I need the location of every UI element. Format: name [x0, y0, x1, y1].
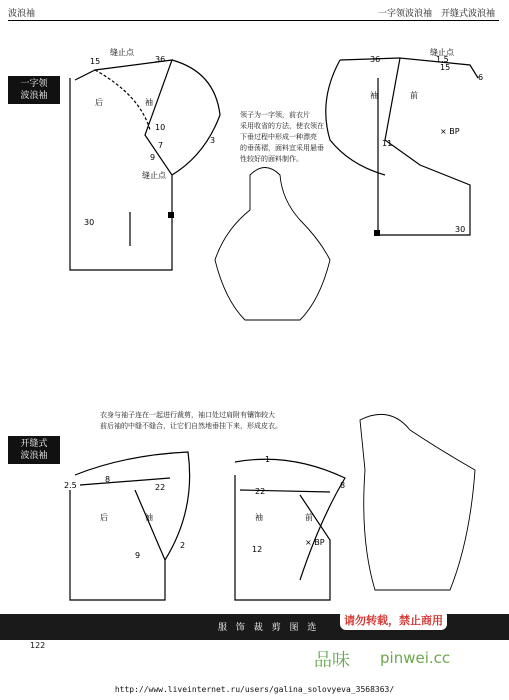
label-30: 30 [84, 218, 95, 227]
label-back: 后 [95, 98, 103, 107]
label-22: 22 [155, 483, 166, 492]
page-number: 122 [30, 641, 46, 650]
label-22: 22 [255, 487, 266, 496]
label-12: 12 [252, 545, 263, 554]
section-tag-line1: 一字领 [20, 79, 48, 89]
label-1: 1 [265, 455, 271, 464]
label-bp: × BP [305, 538, 325, 547]
label-8: 8 [340, 481, 346, 490]
section-tag-line2: 波浪袖 [20, 91, 48, 101]
label-7: 7 [158, 141, 164, 150]
label-36: 36 [370, 55, 381, 64]
caption-line: 采用收省的方法，使衣领在 [240, 122, 324, 130]
label-sleeve: 袖 [145, 98, 153, 107]
header-left-title: 波浪袖 [8, 9, 36, 19]
back-armhole [95, 70, 150, 130]
label-2-5: 2.5 [64, 481, 77, 490]
footer-band-text: 服 饰 裁 剪 图 选 [218, 623, 320, 633]
caption-line: 下垂过程中形成一种漂亮 [240, 133, 317, 141]
label-6: 6 [478, 73, 484, 82]
bottom-right-sleeve [235, 459, 345, 580]
header-right-title: 一字领波浪袖 开缝式波浪袖 [377, 9, 495, 19]
label-36: 36 [155, 55, 166, 64]
label-9: 9 [135, 551, 141, 560]
label-sleeve: 袖 [145, 513, 153, 522]
figure-sketch-top [215, 168, 330, 321]
section-tag-line2: 波浪袖 [20, 451, 48, 461]
caption-line: 前后袖的中缝不缝合，让它们自然地垂挂下来，形成皮衣。 [100, 422, 282, 430]
brand-logo-cn: 品味 [314, 650, 350, 671]
label-2: 2 [180, 541, 186, 550]
caption-line: 性较好的面料制作。 [240, 155, 303, 163]
label-10: 10 [155, 123, 166, 132]
back-body-outline-bottom [70, 490, 165, 600]
label-stitch-stop: 缝止点 [110, 48, 134, 57]
front-pattern-outline [378, 58, 478, 235]
caption-line: 衣身与袖子连在一起进行裁剪，袖口处过肩附有镶饰较大 [100, 411, 275, 419]
label-front: 前 [410, 91, 418, 100]
label-3: 3 [210, 136, 216, 145]
front-sleeve-curve [326, 60, 385, 175]
label-30: 30 [455, 225, 466, 234]
label-1-5: 1.5 [436, 55, 449, 64]
caption-line: 的垂荡褶，面料宜采用悬垂 [240, 144, 324, 152]
back-sleeve-curve [172, 60, 220, 175]
watermark-notice: 请勿转载，禁止商用 [340, 610, 447, 630]
figure-sketch-bottom [360, 414, 475, 590]
label-front: 前 [305, 513, 313, 522]
notch-mark [168, 212, 174, 218]
label-bp: × BP [440, 127, 460, 136]
label-8: 8 [105, 475, 111, 484]
caption-line: 领子为一字领，前衣片 [240, 111, 310, 119]
label-9: 9 [150, 153, 156, 162]
label-15: 15 [440, 63, 451, 72]
notch-mark [374, 230, 380, 236]
source-url: http://www.liveinternet.ru/users/galina_solovyeva_3568363/ [114, 685, 395, 694]
label-back: 后 [100, 513, 108, 522]
label-stitch-stop: 缝止点 [142, 171, 166, 180]
back-pattern-outline [70, 60, 172, 270]
label-sleeve: 袖 [255, 513, 263, 522]
bottom-left-sleeve [75, 452, 190, 560]
label-11: 11 [382, 139, 393, 148]
label-15: 15 [90, 57, 101, 66]
label-stitch-stop: 缝止点 [430, 48, 454, 57]
section-tag-line1: 开缝式 [20, 439, 48, 449]
brand-logo: pinwei.cc [380, 649, 451, 667]
label-sleeve: 袖 [370, 91, 378, 100]
